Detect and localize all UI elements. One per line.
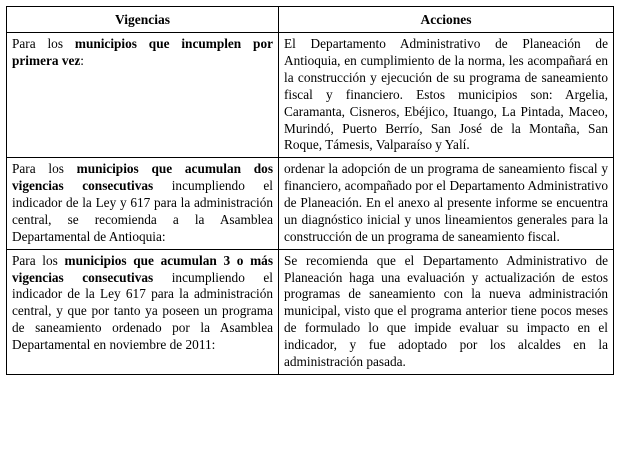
vigencias-2-suffix: incumpliendo el indicador de la Ley y 617 para la administración central, se recomienda a la Asamblea Departamental de Antioquia: [12,178,273,244]
table-header-row [7,7,614,33]
acciones-2-text: ordenar la adopción de un programa de saneamiento fiscal y financiero, acompañado por el Departamento Administrativo de Planeación. En el anexo al presente informe se encuentra un diagnóstico inicial y unos lineamientos generales para la construcción de un programa de saneamiento fiscal. [284,161,608,244]
vigencias-3-bold: municipios que acumulan 3 o más vigencias consecutivas [12,252,273,285]
table-row [7,33,614,158]
vigencias-2-prefix: Para los [12,161,77,177]
cell-acciones-1 [279,33,614,158]
cell-acciones-2 [279,158,614,249]
acciones-3-text: Se recomienda que el Departamento Administrativo de Planeación haga una evaluación y actualización de estos programas de saneamiento con la nueva administración municipal, visto que el programa anterior tiene pocos meses de formulado lo que impide evaluar su impacto en el indicador, y fue adoptado por los alcaldes en la administración pasada. [284,252,608,369]
vigencias-1-prefix: Para los [12,36,75,52]
table-row [7,158,614,249]
cell-vigencias-2 [7,158,279,249]
cell-vigencias-3 [7,249,279,374]
vigencias-1-bold: municipios que incumplen por primera vez [12,36,274,69]
vigencias-3-prefix: Para los [12,252,65,268]
cell-vigencias-1 [7,33,279,158]
vigencias-2-bold: municipios que acumulan dos vigencias consecutivas [12,161,274,194]
vigencias-3-suffix: incumpliendo el indicador de la Ley 617 para la administración central, y que por tanto ya poseen un programa de saneamiento ordenado por la Asamblea Departamental en noviembre de 2011: [12,269,273,353]
table-row [7,249,614,374]
cell-acciones-3 [279,249,614,374]
column-header-vigencias: Vigencias [7,7,279,33]
vigencias-1-suffix: : [80,53,84,69]
column-header-acciones: Acciones [279,7,614,33]
vigencias-acciones-table [6,6,614,375]
acciones-1-text: El Departamento Administrativo de Planeación de Antioquia, en cumplimiento de la norma, les acompañará en la construcción y ejecución de su programa de saneamiento fiscal y financiero. Estos municipios son: Argelia, Caramanta, Cisneros, Ebéjico, Ituango, La Pintada, Maceo, Murindó, Puerto Berrío, San José de la Montaña, San Roque, Támesis, Valparaíso y Yalí. [284,36,608,153]
